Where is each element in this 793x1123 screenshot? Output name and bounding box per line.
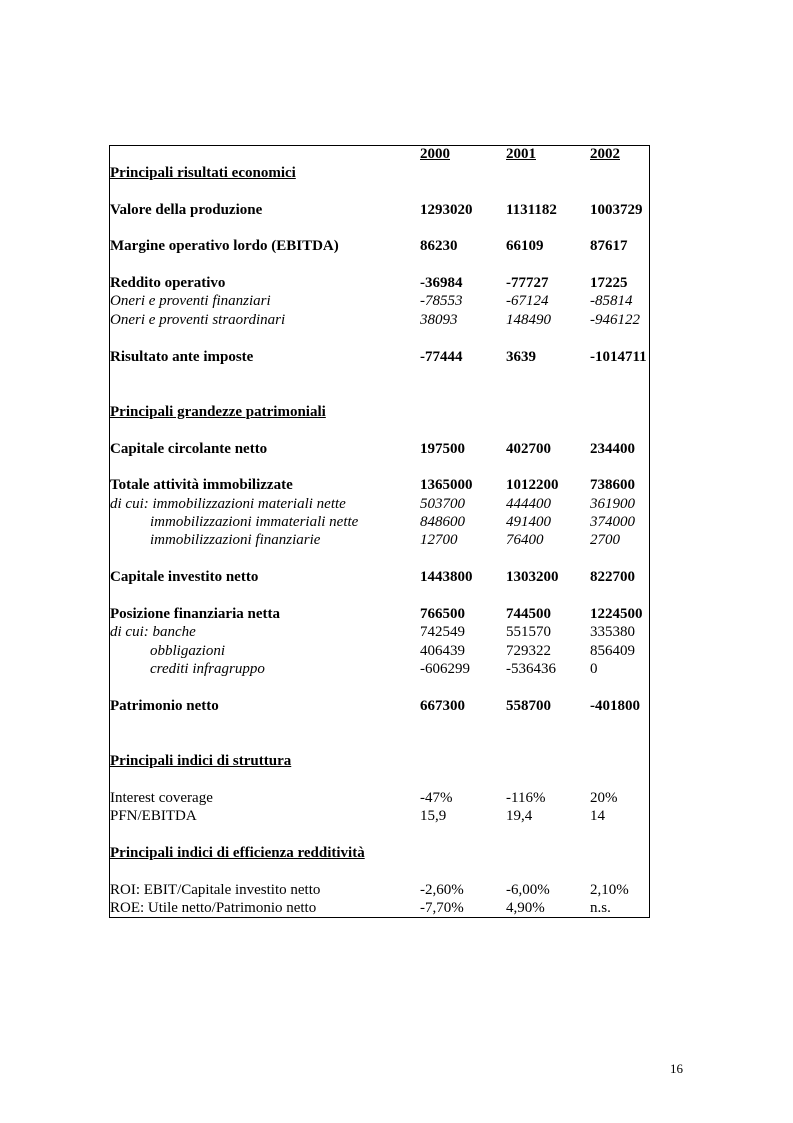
value-2001: -116% bbox=[506, 790, 546, 806]
value-2001: 558700 bbox=[506, 698, 551, 714]
value-2000: 1365000 bbox=[420, 477, 473, 493]
value-2002: 20% bbox=[590, 790, 618, 806]
value-2002: 0 bbox=[590, 661, 598, 677]
value-2001: 1012200 bbox=[506, 477, 559, 493]
row-label: di cui: banche bbox=[110, 624, 196, 640]
row-label: Oneri e proventi straordinari bbox=[110, 312, 286, 328]
value-2000: -606299 bbox=[420, 661, 470, 677]
value-2001: -536436 bbox=[506, 661, 556, 677]
value-2002: -1014711 bbox=[590, 349, 647, 365]
row-label: Posizione finanziaria netta bbox=[110, 606, 280, 622]
value-2001: 744500 bbox=[506, 606, 551, 622]
row-label: Capitale circolante netto bbox=[110, 441, 268, 457]
row-label: Valore della produzione bbox=[110, 202, 263, 218]
value-2002: 14 bbox=[590, 808, 605, 824]
value-2002: -85814 bbox=[590, 293, 633, 309]
value-2000: 1293020 bbox=[420, 202, 473, 218]
value-2000: 766500 bbox=[420, 606, 465, 622]
value-2001: 491400 bbox=[506, 514, 551, 530]
value-2002: 822700 bbox=[590, 569, 635, 585]
value-2002: 374000 bbox=[590, 514, 635, 530]
row-label: PFN/EBITDA bbox=[110, 808, 197, 824]
section-title: Principali indici di efficienza redditività bbox=[110, 845, 365, 861]
value-2001: 402700 bbox=[506, 441, 551, 457]
value-2001: 1131182 bbox=[506, 202, 557, 218]
row-label: ROE: Utile netto/Patrimonio netto bbox=[110, 900, 317, 916]
value-2001: -67124 bbox=[506, 293, 549, 309]
value-2002: 87617 bbox=[590, 238, 628, 254]
row-label: immobilizzazioni finanziarie bbox=[150, 532, 321, 548]
value-2000: 38093 bbox=[420, 312, 458, 328]
value-2000: 742549 bbox=[420, 624, 465, 640]
value-2000: -2,60% bbox=[420, 882, 464, 898]
value-2001: 76400 bbox=[506, 532, 544, 548]
row-label: Interest coverage bbox=[110, 790, 213, 806]
value-2001: 3639 bbox=[506, 349, 536, 365]
value-2001: -6,00% bbox=[506, 882, 550, 898]
value-2000: 12700 bbox=[420, 532, 458, 548]
row-label: Reddito operativo bbox=[110, 275, 226, 291]
row-label: Risultato ante imposte bbox=[110, 349, 254, 365]
year-2002: 2002 bbox=[590, 146, 620, 162]
row-label: Patrimonio netto bbox=[110, 698, 219, 714]
value-2002: 738600 bbox=[590, 477, 635, 493]
value-2001: 729322 bbox=[506, 643, 551, 659]
page-number: 16 bbox=[670, 1061, 683, 1076]
value-2002: n.s. bbox=[590, 900, 611, 916]
value-2002: -401800 bbox=[590, 698, 640, 714]
row-label: Totale attività immobilizzate bbox=[110, 477, 293, 493]
value-2000: -77444 bbox=[420, 349, 463, 365]
value-2002: 361900 bbox=[590, 496, 635, 512]
row-label: Oneri e proventi finanziari bbox=[110, 293, 271, 309]
row-label: Margine operativo lordo (EBITDA) bbox=[110, 238, 339, 254]
value-2002: 17225 bbox=[590, 275, 628, 291]
row-label: Capitale investito netto bbox=[110, 569, 259, 585]
value-2002: 234400 bbox=[590, 441, 635, 457]
value-2002: 1224500 bbox=[590, 606, 643, 622]
value-2000: 503700 bbox=[420, 496, 465, 512]
row-label: ROI: EBIT/Capitale investito netto bbox=[110, 882, 321, 898]
value-2002: 2,10% bbox=[590, 882, 629, 898]
value-2000: 1443800 bbox=[420, 569, 473, 585]
value-2000: 86230 bbox=[420, 238, 458, 254]
row-label: immobilizzazioni immateriali nette bbox=[150, 514, 359, 530]
value-2000: 848600 bbox=[420, 514, 465, 530]
value-2002: 1003729 bbox=[590, 202, 643, 218]
value-2002: 856409 bbox=[590, 643, 635, 659]
row-label: di cui: immobilizzazioni materiali nette bbox=[110, 496, 346, 512]
row-label: crediti infragruppo bbox=[150, 661, 265, 677]
value-2002: 2700 bbox=[590, 532, 620, 548]
value-2000: -47% bbox=[420, 790, 453, 806]
section-title: Principali grandezze patrimoniali bbox=[110, 404, 326, 420]
value-2001: 444400 bbox=[506, 496, 551, 512]
value-2001: 4,90% bbox=[506, 900, 545, 916]
value-2001: 66109 bbox=[506, 238, 544, 254]
value-2000: 197500 bbox=[420, 441, 465, 457]
value-2001: 551570 bbox=[506, 624, 551, 640]
value-2000: 406439 bbox=[420, 643, 465, 659]
year-2001: 2001 bbox=[506, 146, 536, 162]
value-2000: -78553 bbox=[420, 293, 463, 309]
value-2000: -7,70% bbox=[420, 900, 464, 916]
year-2000: 2000 bbox=[420, 146, 450, 162]
value-2002: 335380 bbox=[590, 624, 635, 640]
value-2001: 1303200 bbox=[506, 569, 559, 585]
section-title: Principali indici di struttura bbox=[110, 753, 292, 769]
section-title: Principali risultati economici bbox=[110, 165, 296, 181]
value-2001: 19,4 bbox=[506, 808, 533, 824]
value-2000: 667300 bbox=[420, 698, 465, 714]
value-2001: 148490 bbox=[506, 312, 551, 328]
value-2000: -36984 bbox=[420, 275, 463, 291]
row-label: obbligazioni bbox=[150, 643, 226, 659]
value-2001: -77727 bbox=[506, 275, 549, 291]
value-2000: 15,9 bbox=[420, 808, 447, 824]
value-2002: -946122 bbox=[590, 312, 640, 328]
